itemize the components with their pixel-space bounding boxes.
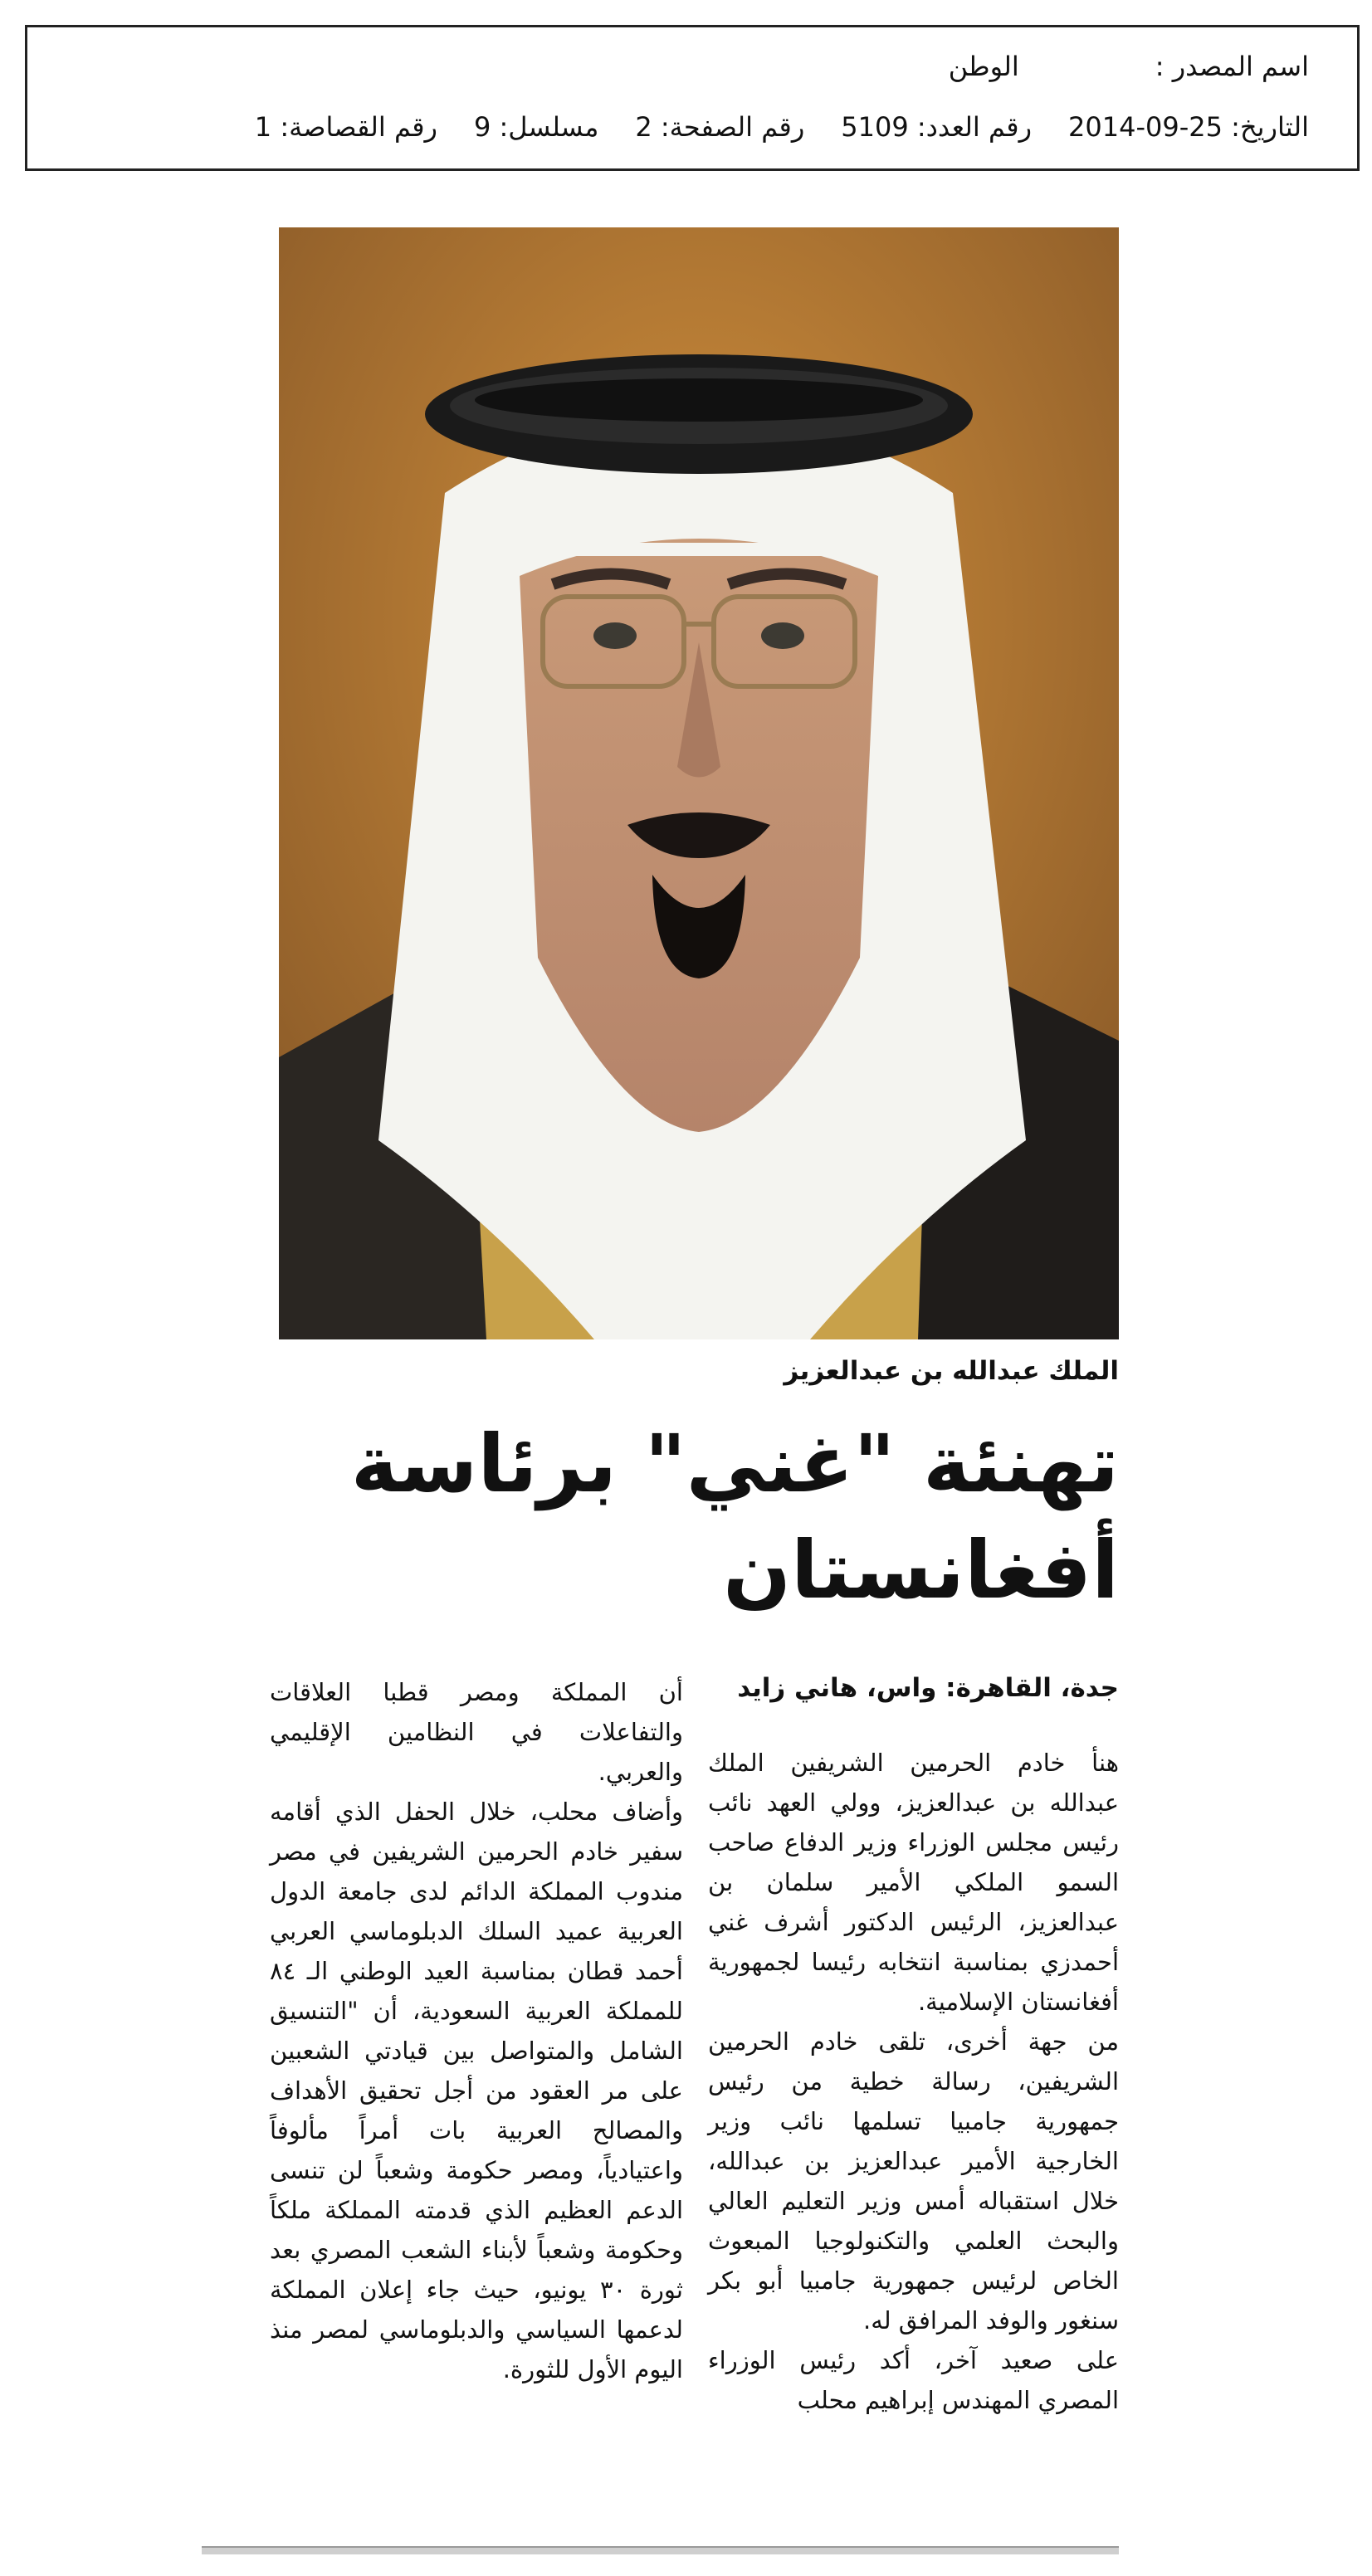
- article-column-left: [270, 1672, 683, 2389]
- source-value: الوطن: [948, 51, 1019, 82]
- paragraph: هنأ خادم الحرمين الشريفين الملك عبدالله بن عبدالعزيز، وولي العهد نائب رئيس مجلس الوزراء وزير الدفاع صاحب السمو الملكي الأمير سلمان بن عبدالعزيز، الرئيس الدكتور أشرف غني أحمدزي بمناسبة انتخابه رئيسا لجمهورية أفغانستان الإسلامية.: [708, 1749, 1119, 2016]
- meta-row: [61, 106, 1309, 148]
- source-label: اسم المصدر :: [1155, 51, 1309, 82]
- bottom-divider: [202, 2546, 1119, 2554]
- issue-field: رقم العدد: 5109: [841, 111, 1033, 143]
- date-field: التاريخ: 25-09-2014: [1068, 111, 1309, 143]
- photo-caption: الملك عبدالله بن عبدالعزيز: [784, 1356, 1119, 1386]
- source-row: [61, 46, 1309, 87]
- page-field: رقم الصفحة: 2: [635, 111, 805, 143]
- paragraph: من جهة أخرى، تلقى خادم الحرمين الشريفين، رسالة خطية من رئيس جمهورية جامبيا تسلمها نائب وزير الخارجية الأمير عبدالعزيز بن عبدالله، خلال استقباله أمس وزير التعليم العالي والبحث العلمي والتكنولوجيا المبعوث الخاص لرئيس جمهورية جامبيا أبو بكر سنغور والوفد المرافق له.: [708, 2027, 1119, 2334]
- clipping-header: [25, 25, 1360, 171]
- serial-field: مسلسل: 9: [473, 111, 599, 143]
- portrait-illustration: [279, 227, 1119, 1339]
- article-byline: جدة، القاهرة: واس، هاني زايد: [737, 1673, 1119, 1703]
- portrait-photo: [279, 227, 1119, 1339]
- article-column-right: [708, 1743, 1119, 2420]
- article-headline: تهنئة "غني" برئاسة أفغانستان: [350, 1417, 1119, 1617]
- clip-field: رقم القصاصة: 1: [254, 111, 437, 143]
- paragraph: أن المملكة ومصر قطبا العلاقات والتفاعلات في النظامين الإقليمي والعربي.: [270, 1678, 683, 1786]
- paragraph: وأضاف محلب، خلال الحفل الذي أقامه سفير خادم الحرمين الشريفين في مصر مندوب المملكة الدائم لدى جامعة الدول العربية عميد السلك الدبلوماسي العربي أحمد قطان بمناسبة العيد الوطني الـ ٨٤ للمملكة العربية السعودية، أن "التنسيق الشامل والمتواصل بين قيادتي الشعبين على مر العقود من أجل تحقيق الأهداف والمصالح العربية بات أمراً مألوفاً واعتيادياً، ومصر حكومة وشعباً لن تنسى الدعم العظيم الذي قدمته المملكة ملكاً وحكومة وشعباً لأبناء الشعب المصري بعد ثورة ٣٠ يونيو، حيث جاء إعلان المملكة لدعمها السياسي والدبلوماسي لمصر منذ اليوم الأول للثورة.: [270, 1798, 683, 2383]
- paragraph: على صعيد آخر، أكد رئيس الوزراء المصري المهندس إبراهيم محلب: [708, 2346, 1119, 2414]
